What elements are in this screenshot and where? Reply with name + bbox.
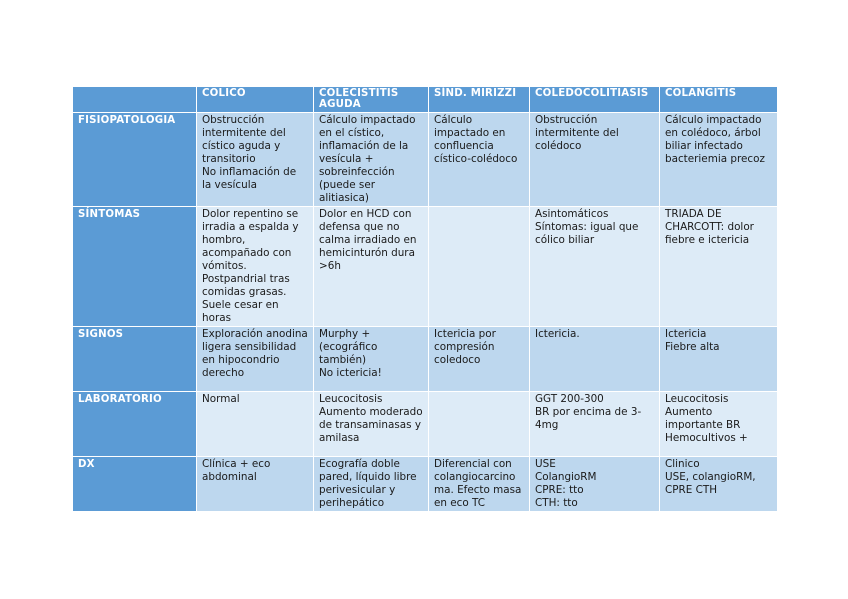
table-cell: Leucocitosis Aumento importante BR Hemocultivos + [660, 392, 778, 457]
table-row-sintomas [73, 207, 778, 327]
comparison-table [72, 86, 778, 512]
table-cell: Clinico USE, colangioRM, CPRE CTH [660, 457, 778, 512]
table-cell [429, 207, 530, 327]
table-cell: Ictericia Fiebre alta [660, 327, 778, 392]
table-cell: GGT 200-300 BR por encima de 3-4mg [530, 392, 660, 457]
table-cell: Cálculo impactado en el cístico, inflamación de la vesícula + sobreinfección (puede ser alitiasica) [314, 113, 429, 207]
table-row-laboratorio [73, 392, 778, 457]
row-label: SÍNTOMAS [73, 207, 197, 327]
row-label: SIGNOS [73, 327, 197, 392]
table-cell: Exploración anodina ligera sensibilidad en hipocondrio derecho [197, 327, 314, 392]
table-cell: Normal [197, 392, 314, 457]
row-label: DX [73, 457, 197, 512]
table-cell: Cálculo impactado en colédoco, árbol biliar infectado bacteriemia precoz [660, 113, 778, 207]
header-colico: COLICO [197, 87, 314, 113]
table-cell [429, 392, 530, 457]
header-row [73, 87, 778, 113]
table-cell: Obstrucción intermitente del colédoco [530, 113, 660, 207]
header-coledocolitiasis: COLEDOCOLITIASIS [530, 87, 660, 113]
table-cell: Ictericia. [530, 327, 660, 392]
table-cell: TRIADA DE CHARCOTT: dolor fiebre e ictericia [660, 207, 778, 327]
table-cell: Diferencial con colangiocarcinoma. Efecto masa en eco TC [429, 457, 530, 512]
table-cell: Ictericia por compresión coledoco [429, 327, 530, 392]
row-label: FISIOPATOLOGIA [73, 113, 197, 207]
table-row-signos [73, 327, 778, 392]
table-row-dx [73, 457, 778, 512]
header-cell-empty [73, 87, 197, 113]
table-cell: USE ColangioRM CPRE: tto CTH: tto [530, 457, 660, 512]
header-mirizzi: SÍND. MIRIZZI [429, 87, 530, 113]
table-cell: Dolor en HCD con defensa que no calma irradiado en hemicinturón dura >6h [314, 207, 429, 327]
header-colangitis: COLANGITIS [660, 87, 778, 113]
table-cell: Ecografía doble pared, líquido libre perivesicular y perihepático [314, 457, 429, 512]
table-cell: Asintomáticos Síntomas: igual que cólico biliar [530, 207, 660, 327]
table-cell: Clínica + eco abdominal [197, 457, 314, 512]
table-cell: Leucocitosis Aumento moderado de transaminasas y amilasa [314, 392, 429, 457]
table-cell: Obstrucción intermitente del cístico aguda y transitorio No inflamación de la vesícula [197, 113, 314, 207]
table-cell: Dolor repentino se irradia a espalda y hombro, acompañado con vómitos. Postpandrial tras comidas grasas. Suele cesar en horas [197, 207, 314, 327]
header-colecistitis: COLECISTITIS AGUDA [314, 87, 429, 113]
table-cell: Cálculo impactado en confluencia cístico-colédoco [429, 113, 530, 207]
table-row-fisiopatologia [73, 113, 778, 207]
row-label: LABORATORIO [73, 392, 197, 457]
table-cell: Murphy + (ecográfico también) No ictericia! [314, 327, 429, 392]
